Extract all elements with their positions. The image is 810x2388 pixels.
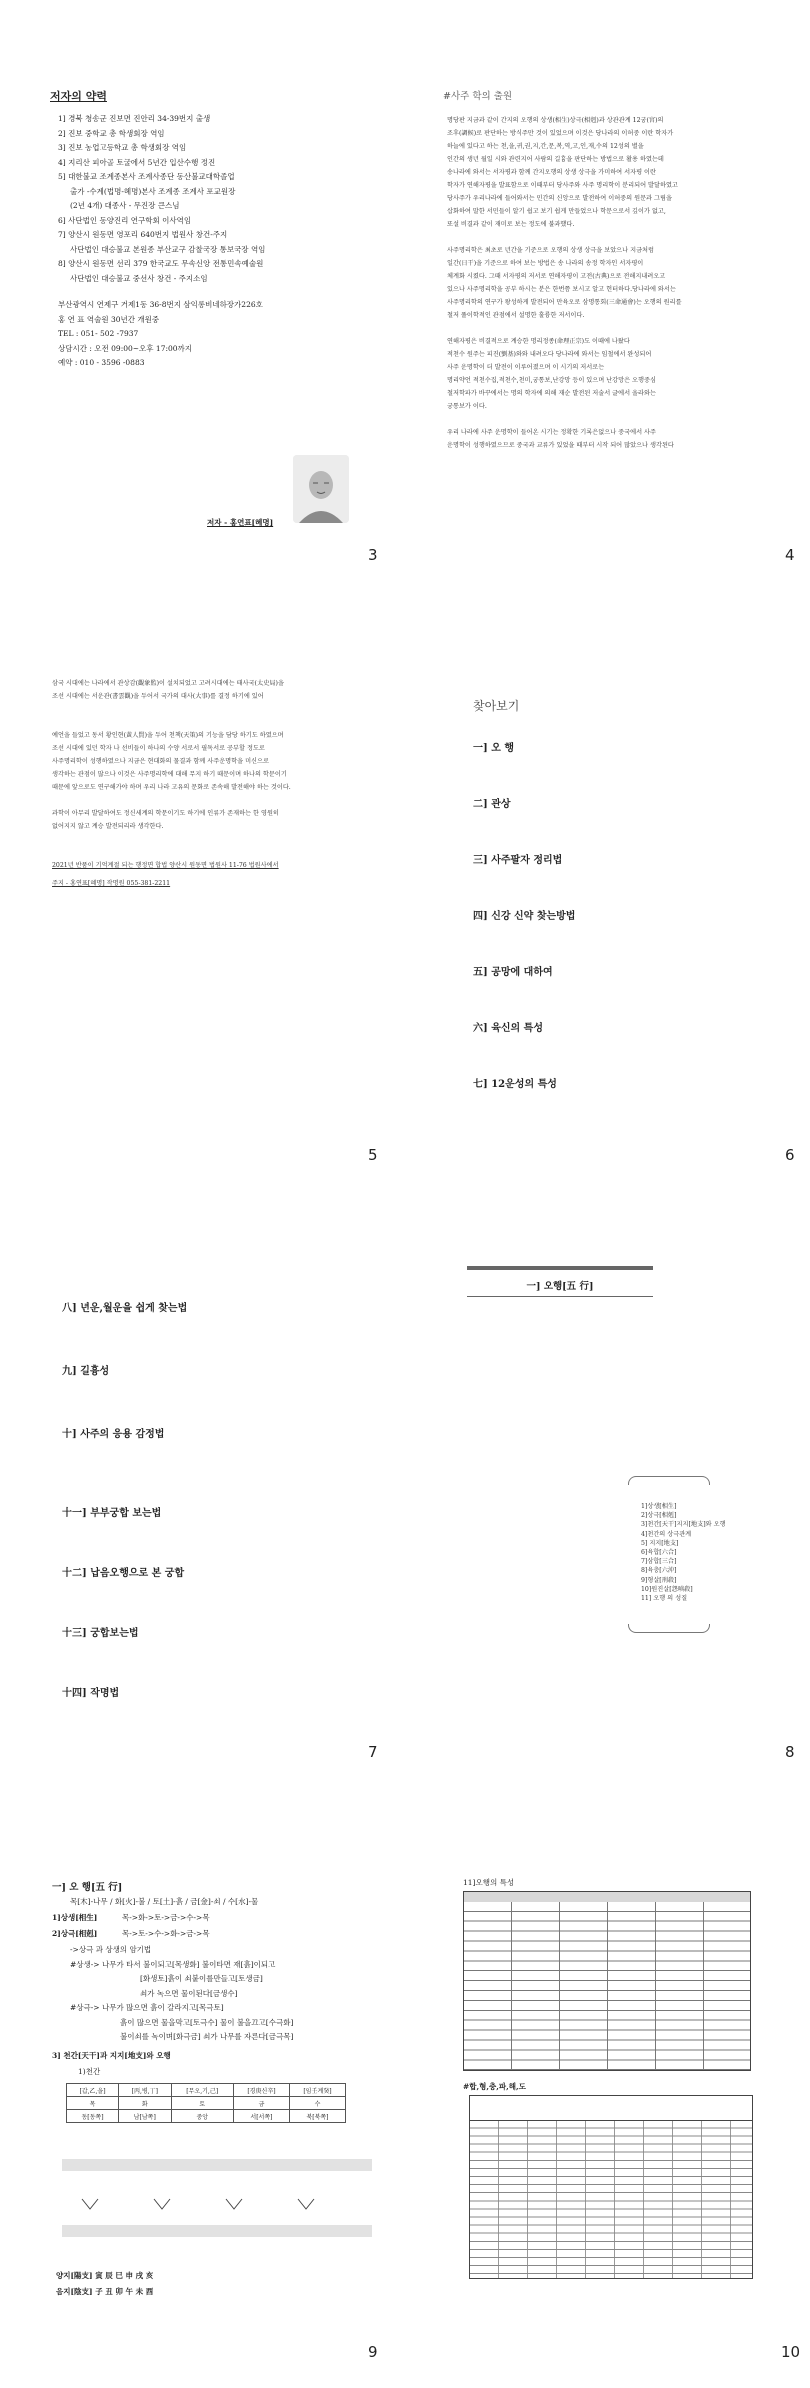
table-cell: [무오,기,己]	[171, 2084, 233, 2097]
list-item[interactable]: 7]삼합[三合]	[641, 1558, 677, 1566]
author-caption: 저자 - 홍연표[혜명]	[207, 518, 274, 527]
list-item[interactable]: 10]원진살[怨嗔殺]	[641, 1585, 693, 1593]
text-line: 사주 운명학이 더 발전이 이루어졌으며 이 시기의 저서로는	[447, 364, 605, 371]
bio-line: 2] 진보 중학교 총 학생회장 역임	[58, 128, 165, 138]
page-number: 8	[785, 1743, 795, 1761]
bio-line: 6] 사단법인 동양진리 연구학회 이사역임	[58, 215, 192, 225]
table-cell: [경庚신辛]	[233, 2084, 289, 2097]
page-7	[0, 1194, 405, 1761]
text-line: 운명학이 성행하였으므로 중국과 교류가 있었을 때부터 시작 되어 많았으나 생각된다	[447, 442, 674, 449]
text-line: 때문에 앞으로도 연구해가야 하며 우리 나라 고유의 문화로 존속해 발전해야 하는 것이다.	[52, 784, 291, 791]
bio-line: 5] 대한불교 조계종본사 조계사종단 동산불교대학졸업	[58, 172, 235, 181]
list-item[interactable]: 1]상생[相生]	[641, 1503, 677, 1510]
sang-cycle: 목->화->토->금->수->목	[122, 1913, 210, 1922]
section-heading: #합,형,충,파,해,도	[463, 2082, 526, 2091]
text-line: 사주명리학은 최초로 년간을 기준으로 오행의 상생 상극을 보았으나 지금처럼	[447, 247, 655, 254]
text-line: 예언을 들었고 동서 황인현(黃人賢)을 두어 천책(天策)의 기능을 담당 하기도 하였으며	[52, 732, 284, 739]
table-cell: [丙,병,丁]	[119, 2084, 171, 2097]
table-cell: 남[남쪽]	[119, 2110, 171, 2123]
table-cell: 화	[119, 2097, 171, 2110]
office-name: 홍 연 표 역술원 30년간 개원중	[58, 314, 160, 324]
toc-item[interactable]: 七] 12운성의 특성	[473, 1079, 557, 1090]
table-cell: [갑,乙,을]	[67, 2084, 119, 2097]
yang-branches: 양지[陽支] 寅 辰 巳 申 戌 亥	[56, 2271, 154, 2280]
toc-item[interactable]: 八] 년운,월운을 쉽게 찾는법	[62, 1303, 188, 1314]
text-line: 연해자평은 비결적으로 계승한 명리정종(命理正宗)도 이때에 나왔다	[447, 338, 630, 345]
body-text	[52, 677, 291, 890]
section-heading: 3] 천간[天干]과 지지[地支]와 오행	[52, 2051, 171, 2060]
text-line: 우리 나라에 사주 운명학이 들어온 시기는 정확한 기록은없으나 중국에서 사주	[447, 429, 656, 436]
text-line: 있으나 사주명리학을 공부 하시는 분은 한번쯤 보시고 알고 헌터하다.당나라에 와서는	[447, 286, 676, 293]
toc-item[interactable]: 三] 사주팔자 정리법	[473, 855, 563, 866]
text-line: 명리약언 적천수집,적천수,천미,궁통보,난강망 등이 있으며 난강망은 오행중심	[447, 377, 656, 384]
text-line: 일간(日干)을 기준으로 하여 보는 방법은 송 나라의 송정 학자인 서자평이	[447, 260, 644, 267]
text-line: 사주명리학이 성행하였으나 지금은 현대화의 물결과 함께 사주운명학을 미신으로	[52, 758, 269, 765]
brace-top	[628, 1476, 710, 1485]
toc-item[interactable]: 四] 신강 신약 찾는방법	[473, 911, 576, 922]
note-line: #상생-> 나무가 타서 불이되고[목생화] 불이타면 재[흙]이되고	[70, 1959, 276, 1969]
toc-item[interactable]: 十一] 부부궁합 보는법	[62, 1508, 162, 1519]
text-line: 적천수 원주는 피진(劉基)와와 내려오다 당나라에 와서는 임철에서 완성되어	[447, 351, 652, 358]
table-header-band	[470, 2096, 752, 2121]
text-line: 명당판 지금과 같이 간지의 오행의 상생(相生)상극(相剋)과 상관관계 12궁(宮)의	[447, 117, 664, 124]
sub-heading: 1)천간	[78, 2067, 101, 2076]
toc-item[interactable]: 五] 공망에 대하여	[473, 967, 553, 978]
table-cell: [임壬계癸]	[289, 2084, 345, 2097]
page-title: 一] 오행[五 行]	[526, 1281, 594, 1292]
table-header-band	[464, 1892, 750, 1902]
toc-item[interactable]: 二] 관상	[473, 799, 511, 810]
page-title: 저자의 약력	[50, 90, 107, 103]
table-cell: 목	[67, 2097, 119, 2110]
bio-list	[58, 112, 265, 286]
text-line: 조선 시대에는 서운관(書雲觀)을 두어서 국가의 대사(大事)를 결정 하기에 있어	[52, 693, 264, 700]
text-line: 삼국 시대에는 나라에서 관상감(觀象監)이 설치되었고 고려시대에는 태사국(太史局)을	[52, 680, 284, 687]
page-title: #사주 학의 출원	[443, 91, 513, 102]
table-cell: 토	[171, 2097, 233, 2110]
text-line: 생각하는 관점이 많으나 이것은 사주명리학에 대해 무지 하기 때문이며 하나의 학문이기	[52, 771, 287, 778]
geuk-cycle: 목->토->수->화->금->목	[122, 1929, 210, 1938]
author-line: 주지 - 홍연표[혜명] 작명원 055-381-2211	[52, 880, 171, 887]
text-line: 하늘에 있다고 하는 천,을,귀,권,지,간,문,복,역,고,인,재,수의 12성의 별을	[447, 143, 644, 150]
text-line: 조선 시대에 있던 학자 나 선비들이 하나의 수양 서로서 필독서로 공부할 정도로	[52, 745, 265, 752]
text-line: 체계화 시켰다. 그때 서자평의 저서로 연해자평이 고전(古典)으로 전해지내려오고	[447, 273, 666, 280]
note-line: [화생토]흙이 쇠붙이를만들고[토생금]	[140, 1974, 263, 1983]
note-line: 흙이 많으면 물을막고[토극수] 물이 불을끄고[수극화]	[120, 2017, 294, 2027]
page-4	[405, 0, 810, 564]
page-3	[0, 0, 405, 564]
text-line: 과학이 아무리 발달하여도 정신세계의 학문이기도 하기에 인류가 존재하는 한 영원히	[52, 810, 279, 817]
bio-line: 3] 진보 농업고등학교 총 학생회장 역임	[58, 143, 187, 152]
note-line: #상극-> 나무가 많으면 흙이 갈라지고[목극토]	[70, 2003, 224, 2012]
list-item[interactable]: 8]육충[六沖]	[641, 1567, 677, 1575]
table-cell: 북[북쪽]	[289, 2110, 345, 2123]
list-item[interactable]: 4]천간의 상극관계	[641, 1530, 692, 1538]
page-title: 11]오행의 특성	[463, 1878, 515, 1887]
page-title: 一] 오 행[五 行]	[52, 1882, 123, 1893]
table-cell: 금	[233, 2097, 289, 2110]
hap-chart	[469, 2095, 753, 2279]
page-9	[0, 1791, 405, 2361]
phone: TEL : 051- 502 -7937	[58, 329, 139, 338]
bio-line: (2년 4개) 대종사 - 무진장 큰스님	[70, 201, 180, 210]
bio-line: 출가 -수계(법명-혜명)본사 조계종 조계사 포교원장	[70, 186, 236, 196]
toc-item[interactable]: 九] 길흉성	[62, 1366, 110, 1377]
section-list	[641, 1502, 726, 1603]
table-cell: 동[동쪽]	[67, 2110, 119, 2123]
text-line: 없어지지 않고 계승 발전되리라 생각한다.	[52, 823, 164, 830]
page-number: 10	[781, 2343, 801, 2361]
note-line: ->상극 과 상생의 암기법	[70, 1945, 152, 1954]
text-line: 또설 비결과 같이 재미로 보는 정도에 불과했다.	[447, 221, 575, 228]
hours: 상담시간 : 오전 09:00~오후 17:00까지	[58, 343, 193, 353]
text-line: 삽화하여 말한 서민들이 알기 쉽고 보기 쉽게 만들었으나 학문으로서 깊이가 없고,	[447, 208, 666, 215]
bio-line: 4] 지리산 피아골 토굴에서 5년간 입산수행 정진	[58, 157, 216, 167]
toc-item[interactable]: 十二] 납음오행으로 본 궁합	[62, 1568, 185, 1579]
section-heading: 2]상극[相剋]	[52, 1929, 98, 1938]
bio-line: 사단법인 대승불교 본원종 부산교구 감찰국장 통보국장 역임	[70, 244, 266, 254]
text-line: 인간의 생년 월일 시와 관련지어 사람의 길흉을 판단하는 방법으로 활용 하였는데	[447, 156, 664, 163]
toc-item[interactable]: 十四] 작명법	[62, 1688, 120, 1699]
publish-note: 2021년 반품이 기억계절 되는 행정면 합법 양산시 원동면 법원사 11-76 법원사에서	[52, 862, 279, 869]
page-number: 5	[368, 1146, 378, 1164]
elements-line: 목[木]-나무 / 화[火]-불 / 토[土]-흙 / 금[金]-쇠 / 수[水]-물	[70, 1897, 259, 1906]
note-line: 불이쇠를 녹이며[화극금] 쇠가 나무를 자른다[금극목]	[120, 2032, 294, 2041]
title-rule-top	[467, 1266, 653, 1270]
text-line: 학자가 연해자평을 발표함으로 이때부터 당사주와 사주 명리학이 분리되어 발달하였고	[447, 182, 678, 189]
toc-item[interactable]: 一] 오 행	[473, 743, 515, 754]
jiji-chart	[62, 2159, 372, 2249]
text-line: 철저학파가 바꾸에서는 명의 학자에 의해 재순 발전된 저술서 글에서 올라와는	[447, 390, 656, 397]
page-number: 3	[368, 546, 378, 564]
page-6	[405, 597, 810, 1164]
reservation: 예약 : 010 - 3596 -0883	[58, 358, 145, 367]
text-line: 사주명리학의 연구가 왕성하게 발전되어 만육오로 삼명통회(三命通會)는 오행의 원리를	[447, 299, 682, 306]
text-line: 송나라에 와서는 서자평과 함께 간지오행의 상생 상극을 가미하여 서자평 이란	[447, 169, 656, 176]
bio-line: 1] 경북 청송군 진보면 진안리 34-39번지 출생	[58, 114, 211, 123]
title-rule-bottom	[467, 1296, 653, 1297]
page-title: 찾아보기	[473, 699, 520, 713]
body-text	[447, 114, 682, 452]
eum-branches: 음지[陰支] 子 丑 卯 午 未 酉	[56, 2287, 154, 2296]
brace-bottom	[628, 1624, 710, 1633]
page-8	[405, 1194, 810, 1761]
list-item[interactable]: 11] 오행 의 성질	[641, 1595, 688, 1603]
bio-line: 8] 양산시 원동면 선리 379 한국교도 무속신앙 전통민속예술원	[58, 259, 264, 268]
notes-block	[70, 1943, 293, 2045]
characteristics-table	[463, 1891, 751, 2071]
section-heading: 1]상생[相生]	[52, 1913, 98, 1922]
list-item[interactable]: 2]상극[相剋]	[641, 1512, 677, 1520]
bio-line: 사단법인 대승불교 중선사 창건 - 주지소임	[70, 273, 208, 283]
address: 부산광역시 연제구 거제1동 36-8번지 삼익롱비네하장가226호	[58, 300, 263, 309]
note-line: 쇠가 녹으면 물이된다[금생수]	[140, 1988, 238, 1998]
toc-item[interactable]: 六] 육신의 특성	[473, 1023, 543, 1034]
author-portrait	[293, 455, 349, 523]
jiji-diagram	[62, 2159, 372, 2249]
page-number: 9	[368, 2343, 378, 2361]
page-number: 7	[368, 1743, 378, 1761]
page-10	[405, 1791, 810, 2361]
cheongan-table	[66, 2083, 346, 2123]
text-line: 궁통보가 이다.	[447, 403, 487, 410]
list-item[interactable]: 6]육합[六合]	[641, 1549, 677, 1557]
page-number: 6	[785, 1146, 795, 1164]
text-line: 조후(調候)로 판단하는 방식주만 것이 있었으며 이것은 당나라의 이허중 이란 학자가	[447, 130, 674, 137]
page-number: 4	[785, 546, 795, 564]
bio-line: 7] 양산시 원동면 영포리 640번지 법원사 창건-주지	[58, 230, 228, 239]
text-line: 철저 풀이학적인 관점에서 설명한 훌륭한 저서이다.	[447, 312, 585, 319]
toc-item[interactable]: 十三] 궁합보는법	[62, 1628, 139, 1639]
table-cell: 서[서쪽]	[233, 2110, 289, 2123]
list-item[interactable]: 5] 지지[地支]	[641, 1539, 679, 1547]
table-cell: 중앙	[171, 2110, 233, 2123]
list-item[interactable]: 3]천간[天干]지지[地支]와 오행	[641, 1521, 726, 1529]
toc-item[interactable]: 十] 사주의 응용 감정법	[62, 1429, 165, 1440]
text-line: 당사주가 우리나라에 들어와서는 민간의 신앙으로 발전하여 이허중의 원문과 그림을	[447, 195, 672, 202]
list-item[interactable]: 9]형살[刑殺]	[641, 1576, 677, 1584]
contact-block	[58, 298, 263, 371]
page-5	[0, 597, 405, 1164]
table-cell: 수	[289, 2097, 345, 2110]
